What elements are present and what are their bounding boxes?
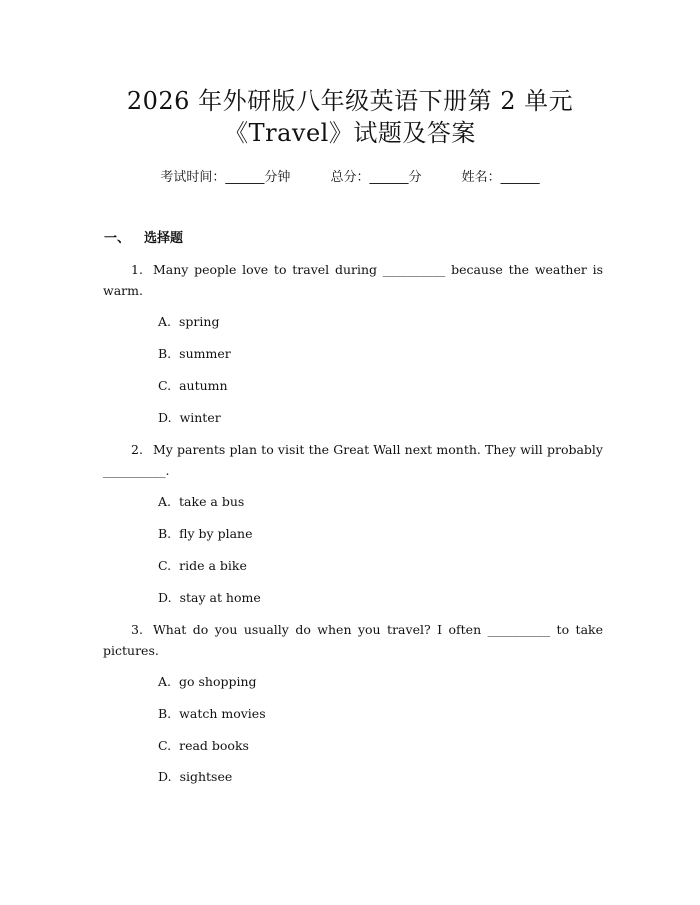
- question-text: What do you usually do when you travel? I often __________ to take pictures.: [103, 622, 603, 658]
- option-text: autumn: [179, 378, 228, 393]
- question-1-option-c: [158, 377, 228, 395]
- option-letter: D.: [158, 590, 172, 605]
- question-3-option-c: [158, 737, 249, 755]
- page-title: 2026 年外研版八年级英语下册第 2 单元: [126, 87, 574, 115]
- option-letter: D.: [158, 410, 172, 425]
- question-2-option-a: [158, 493, 244, 511]
- option-text: take a bus: [179, 494, 245, 509]
- question-1-option-b: [158, 345, 231, 363]
- option-text: ride a bike: [179, 558, 247, 573]
- option-letter: D.: [158, 769, 172, 784]
- total-score-field: 总分：______分: [330, 170, 422, 185]
- option-text: go shopping: [179, 674, 257, 689]
- option-text: spring: [179, 314, 220, 329]
- question-3-option-a: [158, 673, 257, 691]
- question-1: [103, 259, 603, 301]
- section-heading: [104, 230, 183, 248]
- option-text: watch movies: [179, 706, 266, 721]
- exam-info-line: [0, 169, 700, 187]
- option-letter: B.: [158, 706, 172, 721]
- option-letter: C.: [158, 738, 172, 753]
- question-text: My parents plan to visit the Great Wall next month. They will probably __________.: [103, 442, 603, 478]
- exam-time-field: 考试时间：______分钟: [160, 170, 291, 185]
- option-text: sightsee: [179, 769, 233, 784]
- question-number: 3.: [131, 622, 143, 637]
- option-letter: A.: [158, 494, 172, 509]
- section-title: 选择题: [144, 231, 184, 246]
- option-text: fly by plane: [179, 526, 253, 541]
- student-name-field: 姓名：______: [461, 170, 540, 185]
- question-2: [103, 439, 603, 481]
- option-letter: B.: [158, 526, 172, 541]
- option-letter: B.: [158, 346, 172, 361]
- question-3: [103, 619, 603, 661]
- option-letter: C.: [158, 378, 172, 393]
- question-3-option-d: [158, 768, 232, 786]
- question-number: 1.: [131, 262, 143, 277]
- question-2-option-b: [158, 525, 252, 543]
- question-2-option-c: [158, 557, 247, 575]
- section-number: 一、: [104, 231, 131, 246]
- question-number: 2.: [131, 442, 143, 457]
- option-text: summer: [179, 346, 231, 361]
- page-subtitle: 《Travel》试题及答案: [224, 119, 476, 147]
- question-3-option-b: [158, 705, 266, 723]
- option-text: stay at home: [179, 590, 261, 605]
- option-text: winter: [179, 410, 221, 425]
- question-2-option-d: [158, 589, 261, 607]
- question-1-option-a: [158, 313, 219, 331]
- option-letter: A.: [158, 314, 172, 329]
- question-1-option-d: [158, 409, 221, 427]
- option-text: read books: [179, 738, 249, 753]
- option-letter: A.: [158, 674, 172, 689]
- option-letter: C.: [158, 558, 172, 573]
- question-text: Many people love to travel during __________ because the weather is warm.: [103, 262, 603, 298]
